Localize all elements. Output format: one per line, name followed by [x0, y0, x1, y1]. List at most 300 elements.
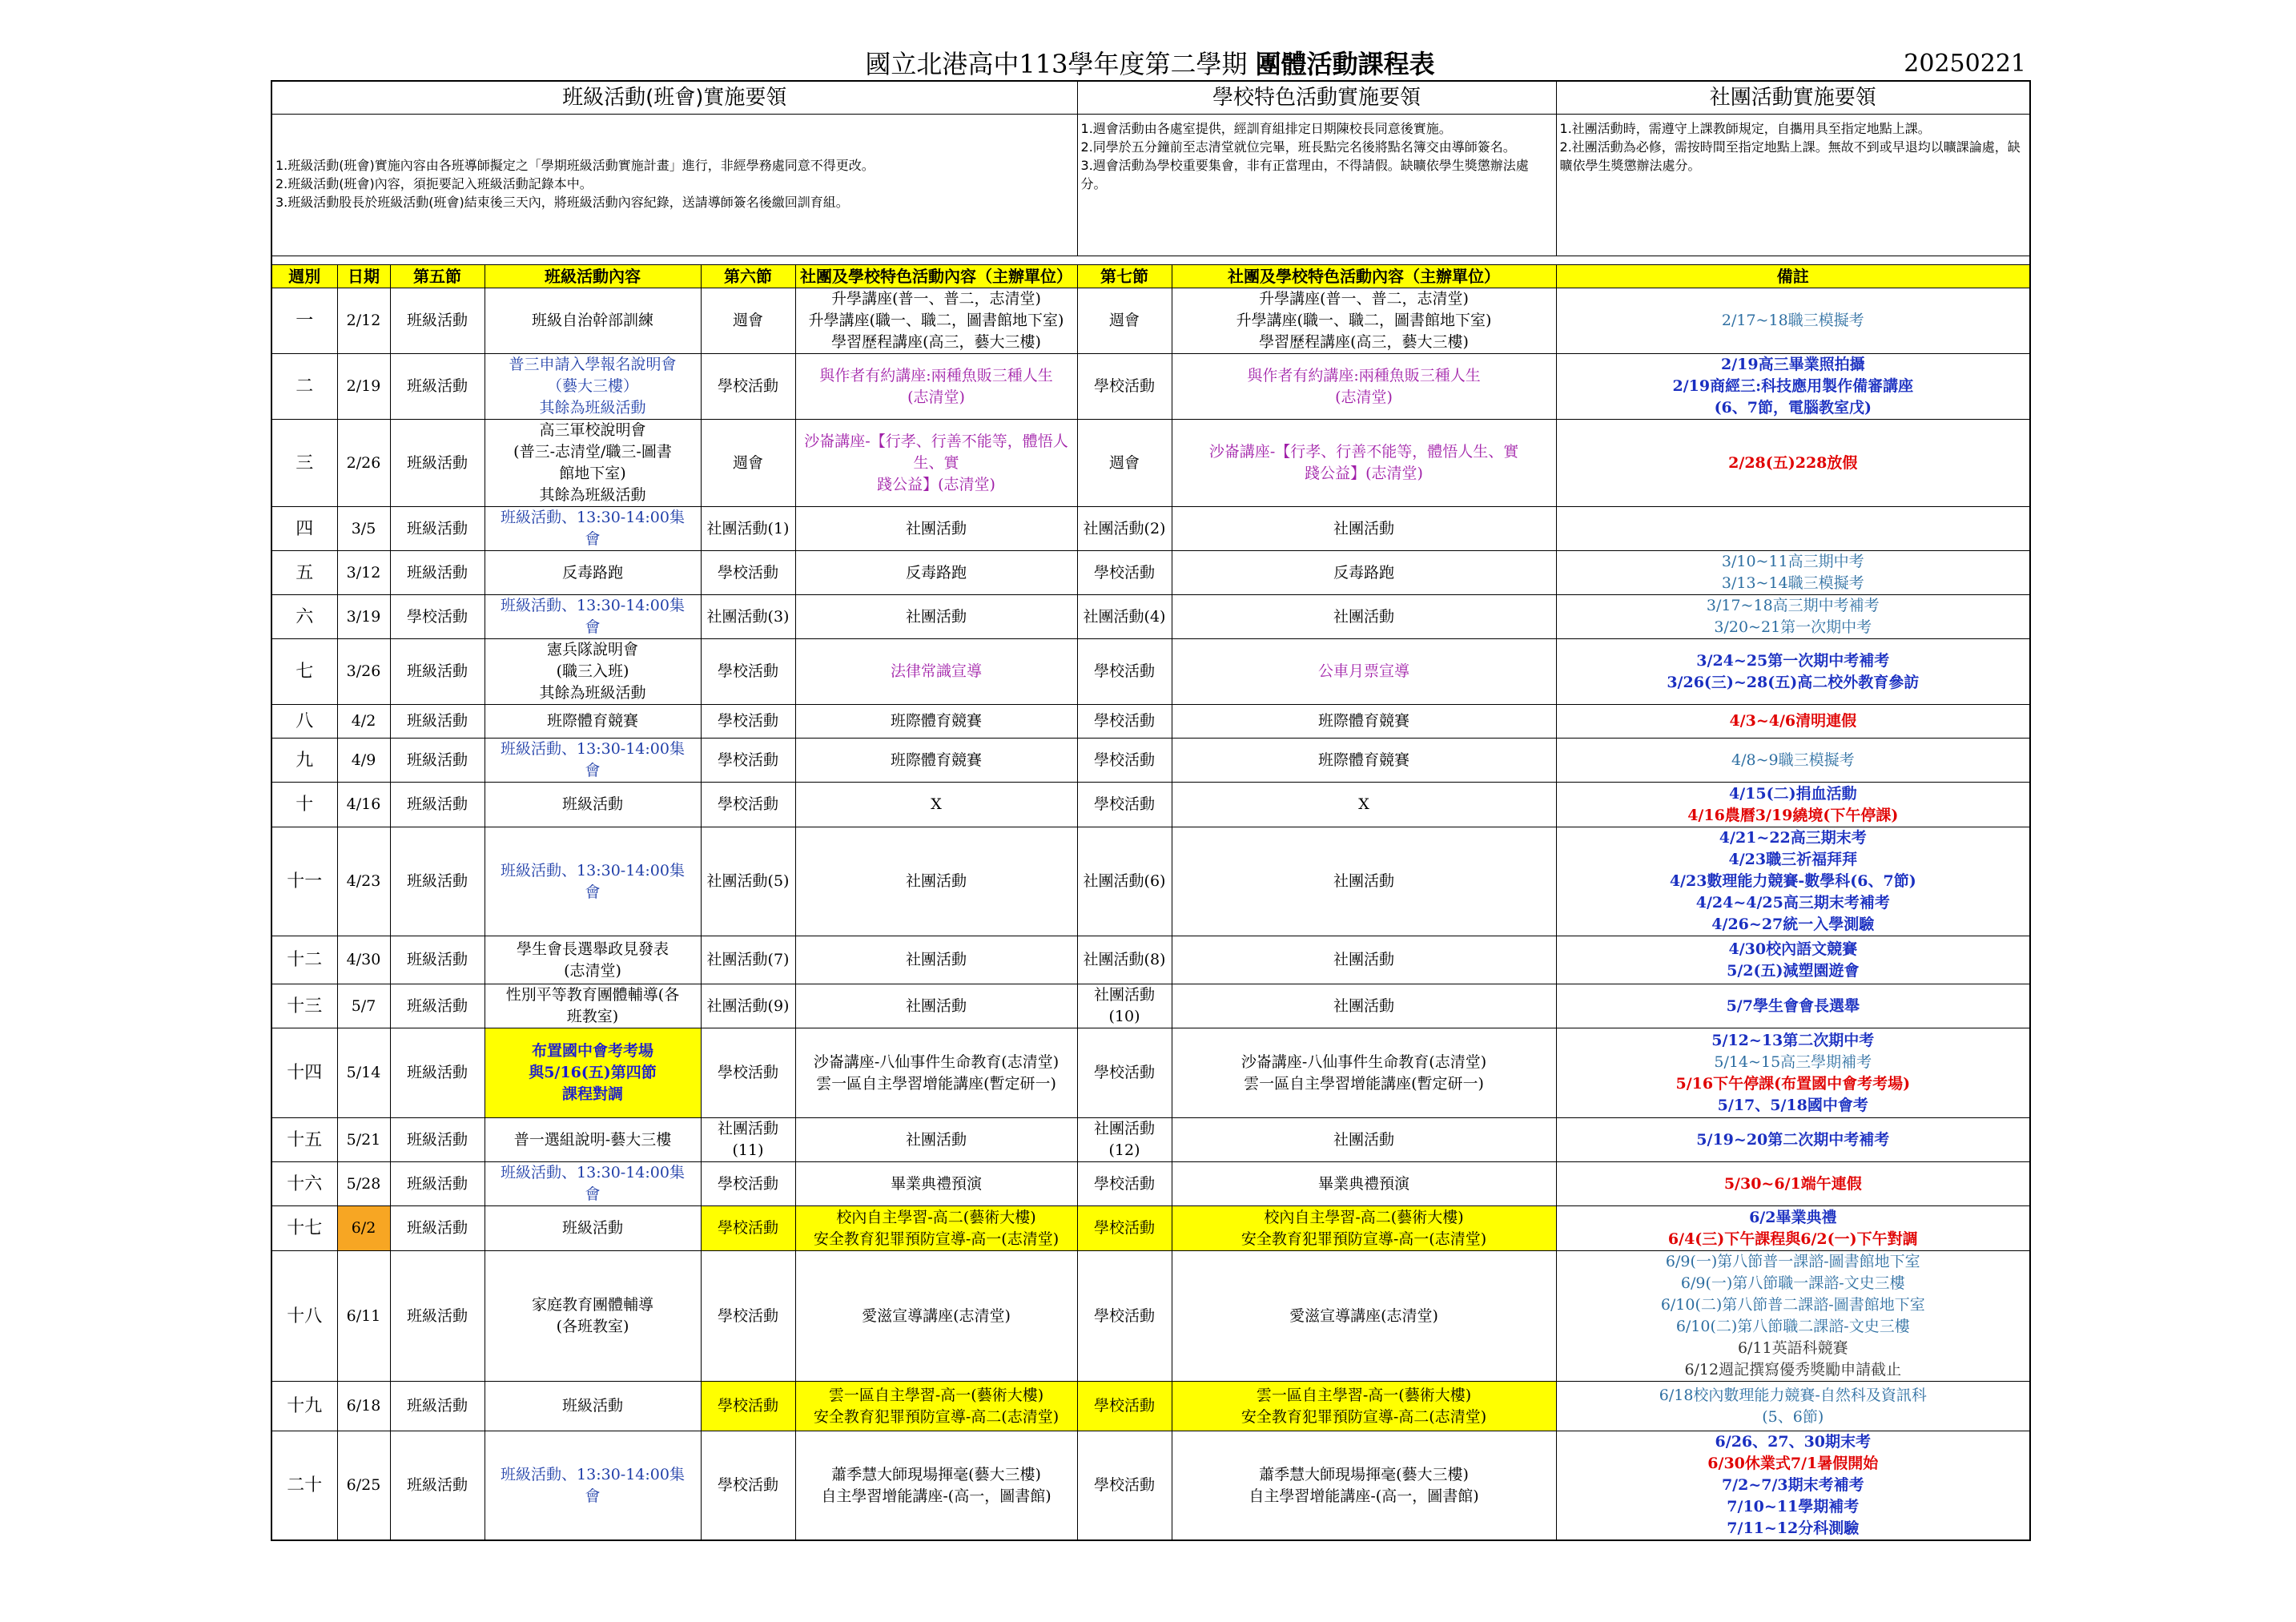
period5-cell-text: 班級活動 — [406, 996, 468, 1015]
period7-cell-text: 週會 — [1109, 453, 1140, 472]
note-text: 4/30校內語文競賽 — [1728, 940, 1858, 958]
week-cell — [271, 595, 337, 639]
title-bold-text: 團體活動課程表 — [1255, 49, 1435, 79]
content6-cell — [795, 1431, 1077, 1541]
note-text: 3/13~14職三模擬考 — [1721, 574, 1864, 592]
notes-cell — [1556, 354, 2030, 420]
week-cell — [271, 827, 337, 936]
content7-cell-text: 沙崙講座-八仙事件生命教育(志清堂) — [1240, 1052, 1487, 1071]
week-cell-text: 九 — [296, 750, 314, 771]
spacer-row — [271, 256, 2030, 265]
content6-cell — [795, 551, 1077, 595]
content6-cell-text: 社團活動 — [906, 996, 967, 1015]
class-content-cell-text: 班級活動、13:30-14:00集 — [501, 1164, 685, 1181]
period6-cell-text: 學校活動 — [717, 1397, 778, 1415]
header-content-6: 社團及學校特色活動內容（主辦單位） — [795, 265, 1077, 288]
date-cell — [337, 705, 390, 739]
content7-cell-text: 雲一區自主學習-高一(藝術大樓) — [1256, 1386, 1472, 1404]
class-content-cell-text: 班級活動、13:30-14:00集 — [501, 597, 685, 614]
period5-cell-text: 班級活動 — [406, 1130, 468, 1149]
table-row — [271, 639, 2030, 705]
content6-cell — [795, 984, 1077, 1028]
content6-cell-text: 沙崙講座-八仙事件生命教育(志清堂) — [813, 1052, 1060, 1071]
note-text: (6、7節，電腦教室戊) — [1714, 399, 1872, 417]
content6-cell-text: 升學講座(普一、普二，志清堂) — [831, 290, 1041, 308]
date-cell — [337, 288, 390, 354]
period5-cell — [390, 1251, 485, 1382]
week-cell — [271, 639, 337, 705]
notes-cell — [1556, 507, 2030, 551]
content6-cell-text: 雲一區自主學習-高一(藝術大樓) — [828, 1386, 1044, 1404]
class-content-cell — [485, 639, 701, 705]
column-header-row — [271, 265, 2030, 288]
table-row — [271, 827, 2030, 936]
notes-cell — [1556, 827, 2030, 936]
content6-cell-text: 愛滋宣導講座(志清堂) — [862, 1306, 1011, 1325]
note-text: 6/12週記撰寫優秀獎勵申請截止 — [1684, 1361, 1902, 1378]
table-row — [271, 1118, 2030, 1162]
date-cell — [337, 507, 390, 551]
class-content-cell-text: 班級自治幹部訓練 — [531, 312, 653, 329]
week-cell-text: 七 — [296, 662, 314, 682]
table-row — [271, 595, 2030, 639]
note-text: 7/2~7/3期末考補考 — [1721, 1476, 1864, 1494]
period7-cell-text: 學校活動 — [1094, 1476, 1156, 1494]
date-cell-text: 2/12 — [346, 312, 381, 329]
notes-cell — [1556, 1162, 2030, 1206]
period7-cell — [1077, 639, 1172, 705]
header-notes: 備註 — [1556, 265, 2030, 288]
table-row — [271, 1206, 2030, 1251]
period5-cell-text: 班級活動 — [406, 951, 468, 968]
class-content-cell-text: 班際體育競賽 — [546, 712, 638, 730]
period7-cell-text: 學校活動 — [1094, 563, 1156, 582]
rules-row — [271, 115, 2030, 256]
content6-cell-text: 法律常識宣導 — [891, 662, 983, 680]
note-text: 3/24~25第一次期中考補考 — [1696, 651, 1890, 670]
note-text: 6/4(三)下午課程與6/2(一)下午對調 — [1667, 1230, 1918, 1248]
note-text: 6/9(一)第八節職一課諮-文史三樓 — [1680, 1274, 1905, 1292]
class-content-cell-text: (志清堂) — [564, 961, 621, 980]
week-cell-text: 十三 — [287, 996, 323, 1016]
class-content-cell-text: 班級活動、13:30-14:00集 — [501, 509, 685, 526]
date-cell-text: 5/7 — [351, 996, 376, 1015]
table-row — [271, 507, 2030, 551]
week-cell-text: 二十 — [287, 1475, 323, 1495]
note-text: 6/10(二)第八節普二課諮-圖書館地下室 — [1660, 1296, 1925, 1314]
notes-cell — [1556, 1431, 2030, 1541]
title-text: 國立北港高中113學年度第二學期 — [865, 49, 1248, 79]
date-cell-text: 2/26 — [346, 453, 381, 472]
class-content-cell-text: 普一選組說明-藝大三樓 — [513, 1130, 672, 1149]
rule-text: 2.班級活動(班會)內容，須扼要記入班級活動記錄本中。 — [275, 176, 593, 191]
note-text: 4/16農曆3/19繞境(下午停課) — [1687, 806, 1899, 824]
class-content-cell-text: 與5/16(五)第四節 — [529, 1064, 657, 1081]
date-cell — [337, 1206, 390, 1251]
content7-cell-text: 社團活動 — [1333, 1130, 1395, 1149]
content7-cell-text: 升學講座(普一、普二，志清堂) — [1259, 290, 1469, 308]
table-row — [271, 984, 2030, 1028]
date-cell — [337, 1431, 390, 1541]
date-cell-text: 6/25 — [346, 1476, 381, 1494]
class-content-cell-text: （藝大三樓） — [546, 377, 638, 395]
content7-cell-text: 踐公益】(志清堂) — [1305, 465, 1423, 482]
note-text: 4/23數理能力競賽-數學科(6、7節) — [1669, 872, 1916, 890]
period7-cell-text: 學校活動 — [1094, 795, 1156, 813]
period6-cell — [701, 1206, 795, 1251]
notes-cell — [1556, 739, 2030, 783]
period6-cell — [701, 984, 795, 1028]
content6-cell-text: 蕭季慧大師現場揮毫(藝大三樓) — [831, 1465, 1041, 1483]
period6-cell-text: 學校活動 — [717, 1306, 778, 1325]
class-content-cell-text: 會 — [585, 883, 601, 901]
period7-cell — [1077, 1382, 1172, 1431]
document-date: 20250221 — [1904, 50, 2026, 78]
period7-cell-text: 學校活動 — [1094, 1174, 1156, 1193]
class-content-cell — [485, 1206, 701, 1251]
content6-cell-text: 校內自主學習-高二(藝術大樓) — [836, 1208, 1036, 1226]
class-content-cell-text: 其餘為班級活動 — [539, 684, 646, 702]
content6-cell — [795, 507, 1077, 551]
class-content-cell — [485, 595, 701, 639]
period7-cell-text: 社團活動(10) — [1094, 986, 1156, 1025]
period5-cell-text: 班級活動 — [406, 751, 468, 769]
week-cell — [271, 739, 337, 783]
class-content-cell — [485, 936, 701, 984]
period7-cell-text: 學校活動 — [1094, 1397, 1156, 1415]
period7-cell — [1077, 1028, 1172, 1118]
table-row — [271, 288, 2030, 354]
period5-cell-text: 班級活動 — [406, 712, 468, 730]
content7-cell-text: 社團活動 — [1333, 607, 1395, 626]
notes-cell — [1556, 984, 2030, 1028]
period5-cell — [390, 507, 485, 551]
period5-cell — [390, 1431, 485, 1541]
content7-cell-text: 安全教育犯罪預防宣導-高二(志清堂) — [1240, 1407, 1487, 1426]
note-text: 4/26~27統一入學測驗 — [1711, 916, 1875, 933]
content6-cell-text: 班際體育競賽 — [891, 751, 983, 769]
header-class-content: 班級活動內容 — [485, 265, 701, 288]
period6-cell-text: 社團活動(5) — [706, 872, 790, 890]
notes-cell — [1556, 1382, 2030, 1431]
content7-cell — [1172, 1431, 1556, 1541]
class-content-cell — [485, 1251, 701, 1382]
content7-cell — [1172, 1206, 1556, 1251]
period5-cell — [390, 1382, 485, 1431]
note-text: 6/26、27、30期末考 — [1715, 1433, 1872, 1451]
period6-cell-text: 學校活動 — [717, 1064, 778, 1081]
date-cell-text: 2/19 — [346, 377, 381, 395]
period7-cell-text: 學校活動 — [1094, 1306, 1156, 1325]
table-row — [271, 420, 2030, 507]
table-row — [271, 1028, 2030, 1118]
notes-cell — [1556, 288, 2030, 354]
week-cell — [271, 354, 337, 420]
period7-cell-text: 學校活動 — [1094, 662, 1156, 680]
week-cell — [271, 507, 337, 551]
content7-cell — [1172, 354, 1556, 420]
content7-cell — [1172, 1382, 1556, 1431]
date-cell-text: 3/19 — [346, 607, 381, 626]
period5-cell — [390, 783, 485, 827]
table-row — [271, 1382, 2030, 1431]
table-row — [271, 739, 2030, 783]
class-content-cell-text: 會 — [585, 618, 601, 636]
content7-cell-text: 社團活動 — [1333, 519, 1395, 537]
content6-cell-text: 安全教育犯罪預防宣導-高二(志清堂) — [813, 1407, 1060, 1426]
content7-cell-text: 班際體育競賽 — [1318, 751, 1410, 769]
content7-cell — [1172, 507, 1556, 551]
period6-cell-text: 學校活動 — [717, 1219, 778, 1237]
period7-cell — [1077, 595, 1172, 639]
period6-cell-text: 學校活動 — [717, 1174, 778, 1193]
note-text: 6/10(二)第八節職二課諮-文史三樓 — [1675, 1318, 1910, 1335]
date-cell-text: 5/14 — [346, 1064, 381, 1081]
period7-cell-text: 週會 — [1109, 312, 1140, 329]
content7-cell — [1172, 288, 1556, 354]
content6-cell — [795, 1118, 1077, 1162]
period5-cell — [390, 739, 485, 783]
note-text: 6/2畢業典禮 — [1749, 1208, 1837, 1226]
week-cell-text: 八 — [296, 711, 314, 731]
week-cell — [271, 1382, 337, 1431]
period7-cell — [1077, 705, 1172, 739]
week-cell — [271, 984, 337, 1028]
period5-cell-text: 班級活動 — [406, 1219, 468, 1237]
content6-cell-text: 社團活動 — [906, 951, 967, 968]
class-content-cell-text: 班級活動、13:30-14:00集 — [501, 1465, 685, 1483]
class-content-cell-text: 班級活動、13:30-14:00集 — [501, 740, 685, 758]
period6-cell-text: 學校活動 — [717, 563, 778, 582]
period7-cell — [1077, 936, 1172, 984]
period6-cell — [701, 639, 795, 705]
period6-cell — [701, 1162, 795, 1206]
period6-cell-text: 學校活動 — [717, 795, 778, 813]
period6-cell-text: 社團活動(9) — [706, 996, 790, 1015]
table-row — [271, 705, 2030, 739]
note-text: 3/10~11高三期中考 — [1721, 553, 1864, 570]
class-content-cell — [485, 1028, 701, 1118]
note-text: 6/11英語科競賽 — [1737, 1339, 1848, 1357]
content7-cell — [1172, 1251, 1556, 1382]
content7-cell-text: 反毒路跑 — [1333, 563, 1395, 582]
week-cell-text: 十四 — [287, 1063, 323, 1083]
content7-cell-text: 公車月票宣導 — [1318, 662, 1410, 680]
week-cell-text: 十七 — [287, 1218, 323, 1238]
week-cell-text: 五 — [296, 562, 314, 583]
period7-cell — [1077, 551, 1172, 595]
period6-cell-text: 學校活動 — [717, 1476, 778, 1494]
period6-cell-text: 社團活動(7) — [706, 951, 790, 968]
period5-cell — [390, 639, 485, 705]
week-cell-text: 二 — [296, 376, 314, 396]
content7-cell — [1172, 705, 1556, 739]
period5-cell-text: 班級活動 — [406, 1174, 468, 1193]
note-text: 5/19~20第二次期中考補考 — [1696, 1130, 1890, 1149]
period5-cell-text: 班級活動 — [406, 795, 468, 813]
class-content-cell-text: 反毒路跑 — [561, 563, 623, 582]
header-period-7: 第七節 — [1077, 265, 1172, 288]
period7-cell-text: 學校活動 — [1094, 1064, 1156, 1081]
week-cell-text: 十 — [296, 795, 314, 815]
note-text: 4/3~4/6清明連假 — [1729, 712, 1857, 730]
content7-cell — [1172, 827, 1556, 936]
period5-cell-text: 班級活動 — [406, 312, 468, 329]
date-cell-text: 3/26 — [346, 662, 381, 680]
content6-cell — [795, 827, 1077, 936]
notes-cell — [1556, 705, 2030, 739]
period5-cell — [390, 1118, 485, 1162]
note-text: 6/18校內數理能力競賽-自然科及資訊科 — [1659, 1386, 1927, 1404]
date-cell-text: 3/12 — [346, 563, 381, 582]
content6-cell-text: 社團活動 — [906, 607, 967, 626]
period5-cell — [390, 705, 485, 739]
period6-cell — [701, 936, 795, 984]
note-text: 3/20~21第一次期中考 — [1714, 618, 1872, 636]
content7-cell-text: 與作者有約講座:兩種魚販三種人生 — [1247, 366, 1481, 384]
class-content-cell-text: (各班教室) — [556, 1318, 629, 1335]
class-content-cell — [485, 984, 701, 1028]
note-text: 5/16下午停課(布置國中會考考場) — [1675, 1074, 1911, 1093]
notes-cell — [1556, 551, 2030, 595]
period6-cell-text: 社團活動(11) — [717, 1120, 778, 1159]
period7-cell — [1077, 984, 1172, 1028]
period5-cell-text: 班級活動 — [406, 1397, 468, 1415]
period7-cell-text: 社團活動(8) — [1083, 951, 1166, 968]
content6-cell-text: 社團活動 — [906, 1130, 967, 1149]
content6-cell-text: 學習歷程講座(高三，藝大三樓) — [831, 333, 1041, 351]
week-cell-text: 十九 — [287, 1396, 323, 1416]
period7-cell — [1077, 1251, 1172, 1382]
period5-cell — [390, 984, 485, 1028]
content7-cell-text: (志清堂) — [1335, 388, 1393, 406]
notes-cell — [1556, 783, 2030, 827]
week-cell — [271, 1028, 337, 1118]
date-cell — [337, 1382, 390, 1431]
content7-cell-text: 社團活動 — [1333, 996, 1395, 1015]
content6-cell — [795, 705, 1077, 739]
content6-cell-text: 社團活動 — [906, 872, 967, 890]
class-content-cell-text: 憲兵隊說明會 — [546, 641, 638, 658]
period6-cell — [701, 595, 795, 639]
period6-cell-text: 學校活動 — [717, 662, 778, 680]
period5-cell-text: 班級活動 — [406, 1476, 468, 1494]
week-cell — [271, 1162, 337, 1206]
date-cell — [337, 739, 390, 783]
note-text: 3/17~18高三期中考補考 — [1706, 597, 1880, 614]
period7-cell — [1077, 420, 1172, 507]
rule-text: 1.班級活動(班會)實施內容由各班導師擬定之「學期班級活動實施計畫」進行，非經學務處同意不得更改。 — [275, 158, 875, 173]
note-text: 4/23職三祈福拜拜 — [1728, 851, 1858, 868]
period5-cell — [390, 936, 485, 984]
class-content-cell — [485, 551, 701, 595]
class-content-cell — [485, 420, 701, 507]
date-cell — [337, 639, 390, 705]
period6-cell-text: 學校活動 — [717, 751, 778, 769]
content7-cell — [1172, 936, 1556, 984]
week-cell — [271, 288, 337, 354]
period6-cell-text: 社團活動(1) — [706, 519, 790, 537]
content6-cell — [795, 1206, 1077, 1251]
period6-cell — [701, 507, 795, 551]
period6-cell — [701, 1251, 795, 1382]
class-content-cell — [485, 783, 701, 827]
header-date: 日期 — [337, 265, 390, 288]
content7-cell — [1172, 1118, 1556, 1162]
content6-cell — [795, 420, 1077, 507]
period7-cell-text: 社團活動(6) — [1083, 872, 1166, 890]
date-cell-text: 6/11 — [346, 1306, 381, 1325]
period6-cell — [701, 783, 795, 827]
rule-text: 1.週會活動由各處室提供，經訓育組排定日期陳校長同意後實施。 — [1080, 121, 1452, 136]
content6-cell-text: 畢業典禮預演 — [891, 1174, 983, 1193]
date-cell-text: 4/23 — [346, 872, 381, 890]
content7-cell-text: 蕭季慧大師現場揮毫(藝大三樓) — [1259, 1465, 1469, 1483]
period5-cell-text: 班級活動 — [406, 662, 468, 680]
content7-cell — [1172, 1162, 1556, 1206]
content7-cell — [1172, 420, 1556, 507]
date-cell — [337, 420, 390, 507]
content6-cell — [795, 288, 1077, 354]
content6-cell — [795, 639, 1077, 705]
content6-cell-text: 雲一區自主學習增能講座(暫定研一) — [816, 1074, 1056, 1093]
week-cell — [271, 1118, 337, 1162]
class-content-cell-text: 班級活動 — [561, 1219, 623, 1237]
period5-cell-text: 班級活動 — [406, 872, 468, 890]
table-row — [271, 1162, 2030, 1206]
content6-cell-text: 班際體育競賽 — [891, 712, 983, 730]
period5-cell — [390, 827, 485, 936]
rule-text: 3.週會活動為學校重要集會，非有正當理由，不得請假。缺曠依學生獎懲辦法處分。 — [1080, 158, 1529, 191]
note-text: 5/14~15高三學期補考 — [1714, 1052, 1872, 1071]
week-cell-text: 十五 — [287, 1129, 323, 1150]
schedule-table — [271, 80, 2031, 1541]
date-cell — [337, 1028, 390, 1118]
period7-cell — [1077, 507, 1172, 551]
note-text: 7/10~11學期補考 — [1727, 1498, 1860, 1515]
period5-cell — [390, 288, 485, 354]
period5-cell-text: 學校活動 — [406, 607, 468, 626]
class-content-cell-text: 高三軍校說明會 — [539, 421, 646, 439]
table-row — [271, 1251, 2030, 1382]
notes-cell — [1556, 420, 2030, 507]
schedule-page — [271, 48, 2029, 1541]
period7-cell — [1077, 354, 1172, 420]
content6-cell — [795, 783, 1077, 827]
class-content-cell-text: 性別平等教育團體輔導(各 — [505, 986, 680, 1004]
content7-cell-text: 沙崙講座-【行孝、行善不能等，體悟人生、實 — [1208, 443, 1519, 461]
content6-cell-text: 安全教育犯罪預防宣導-高一(志清堂) — [813, 1230, 1060, 1248]
date-cell-text: 4/9 — [351, 751, 376, 769]
class-content-cell-text: 會 — [585, 530, 601, 548]
rule-text: 2.同學於五分鐘前至志清堂就位完畢，班長點完名後將點名簿交由導師簽名。 — [1080, 139, 1516, 155]
period6-cell — [701, 1118, 795, 1162]
content7-cell — [1172, 984, 1556, 1028]
rule-text: 1.社團活動時，需遵守上課教師規定，自攜用具至指定地點上課。 — [1559, 121, 1931, 136]
content7-cell-text: 班際體育競賽 — [1318, 712, 1410, 730]
period7-cell-text: 社團活動(12) — [1094, 1120, 1156, 1159]
section-header-row — [271, 81, 2030, 115]
date-cell-text: 4/2 — [351, 712, 376, 730]
content7-cell-text: 社團活動 — [1333, 872, 1395, 890]
class-content-cell — [485, 705, 701, 739]
period7-cell — [1077, 1118, 1172, 1162]
section-class-activity: 班級活動(班會)實施要領 — [271, 81, 1077, 115]
period7-cell-text: 學校活動 — [1094, 751, 1156, 769]
week-cell-text: 十一 — [287, 871, 323, 891]
period6-cell-text: 學校活動 — [717, 712, 778, 730]
table-row — [271, 551, 2030, 595]
